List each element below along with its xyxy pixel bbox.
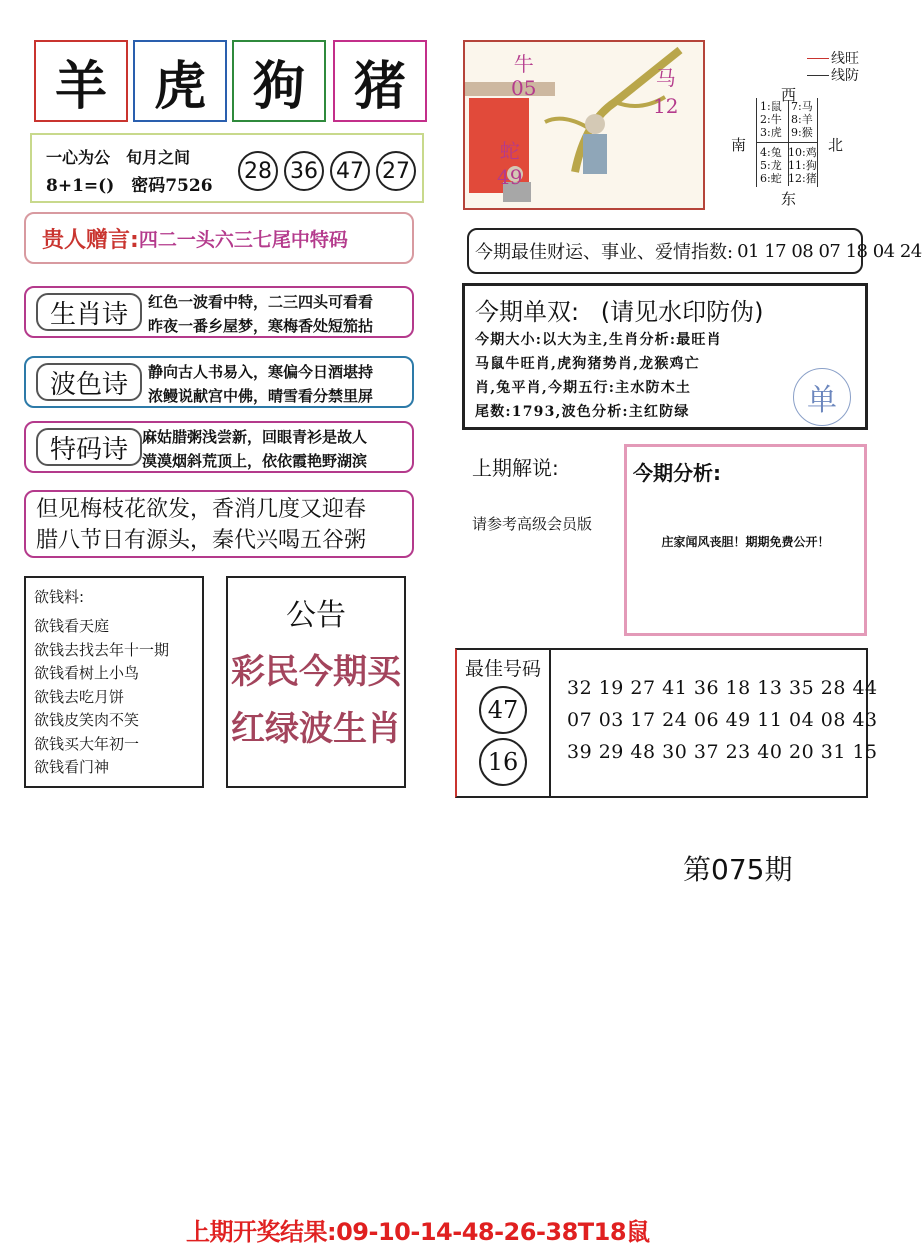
- poem-text-bose: [148, 360, 373, 408]
- issue-number: 第075期: [683, 853, 793, 886]
- poem-text-tema: [142, 425, 367, 473]
- analysis-box: [624, 444, 867, 636]
- yuqian-box: [24, 576, 204, 788]
- fortune-value: 01 17 08 07 18 04 24: [737, 240, 922, 262]
- compass-cell: 12:猪: [788, 172, 817, 185]
- poem-line: 红色一波看中特，二三四头可看看: [148, 293, 374, 311]
- best-circle: 16: [479, 738, 527, 786]
- notice-title: 公告: [286, 598, 346, 633]
- danshuang-line: 马鼠牛旺肖,虎狗猪势肖,龙猴鸡亡: [475, 356, 700, 372]
- compass-hline: [759, 142, 817, 143]
- zodiac-char-1: 羊: [54, 55, 107, 117]
- guiren-box: [24, 212, 414, 264]
- poem-box-bose: [24, 356, 414, 408]
- poem-label-tema: 特码诗: [36, 428, 142, 466]
- legend-fang: [807, 65, 859, 85]
- notice-box: [226, 576, 406, 788]
- best-number-rows: [567, 672, 878, 768]
- danshuang-line: 肖,兔平肖,今期五行:主水防木土: [475, 380, 692, 396]
- analysis-text: 庄家闻风丧胆！期期免费公开！: [661, 535, 830, 549]
- legend-fang-text: 线防: [831, 68, 859, 84]
- compass-cell: 3:虎: [760, 126, 782, 139]
- danshuang-line: 尾数:1793,波色分析:主红防绿: [475, 404, 690, 420]
- last-result: [186, 1212, 726, 1247]
- analysis-title: 今期分析:: [633, 461, 721, 485]
- compass-south: 南: [731, 136, 747, 154]
- yuqian-item: 欲钱看天庭: [34, 617, 110, 635]
- motto-line-2: 8+1=() 密码7526: [46, 176, 213, 196]
- danshuang-seal: 单: [793, 368, 851, 426]
- zodiac-char-4: 猪: [353, 55, 406, 117]
- yuqian-item: 欲钱去吃月饼: [34, 687, 125, 706]
- poem-line: 静向古人书易入，寒偏今日酒堪持: [148, 363, 374, 381]
- motto-number: 47: [330, 151, 370, 191]
- best-divider: [549, 650, 551, 796]
- poem-line: 昨夜一番乡屋梦，寒梅香处短笳拈: [148, 317, 374, 335]
- picture-horse: [653, 64, 678, 120]
- best-number-row: 32 19 27 41 36 18 13 35 28 44: [567, 677, 878, 699]
- horse-label: 马: [655, 66, 676, 90]
- danshuang-title: 今期单双:: [475, 298, 580, 326]
- motto-number: 28: [238, 151, 278, 191]
- yuqian-item: 欲钱买大年初一: [34, 734, 140, 753]
- compass-north: 北: [828, 136, 844, 154]
- zodiac-char-2: 虎: [153, 55, 206, 117]
- poem-label-bose: 波色诗: [36, 363, 142, 401]
- compass-cell: 9:猴: [791, 126, 813, 139]
- last-result-value: 09-10-14-48-26-38T18鼠: [336, 1218, 650, 1246]
- best-numbers-box: [455, 648, 878, 798]
- compass-bracket-ur: [814, 98, 818, 143]
- best-number-row: 39 29 48 30 37 23 40 20 31 15: [567, 741, 878, 763]
- best-label: 最佳号码: [465, 658, 542, 680]
- couplet-line-1: 但见梅枝花欲发，香消几度又迎春: [36, 497, 367, 522]
- horse-number: 12: [653, 94, 679, 118]
- compass-lower-right: [788, 146, 817, 185]
- snake-number: 49: [497, 165, 523, 189]
- yuqian-item: 欲钱皮笑肉不笑: [34, 711, 140, 729]
- poem-line: 漠漠烟斜荒顶上，依依霞艳野湖滨: [142, 452, 368, 470]
- legend-wang-text: 线旺: [831, 51, 859, 67]
- poem-text-shengxiao: [148, 290, 373, 338]
- yuqian-item: 欲钱去找去年十一期: [34, 640, 170, 659]
- last-explain: [472, 452, 622, 562]
- motto-box: [30, 133, 424, 203]
- picture-snake: [497, 138, 522, 190]
- poem-box-tema: [24, 421, 414, 473]
- compass-cell: 7:马: [791, 100, 813, 113]
- couplet-box: [24, 490, 414, 558]
- notice-line-2: 红绿波生肖: [231, 709, 401, 749]
- compass-cell: 4:兔: [760, 146, 782, 159]
- motto-number: 27: [376, 151, 416, 191]
- yuqian-item: 欲钱看门神: [34, 758, 110, 776]
- zodiac-box-1: [34, 40, 128, 122]
- compass-cell: 11:狗: [788, 159, 817, 172]
- poem-box-shengxiao: [24, 286, 414, 338]
- yuqian-item: 欲钱看树上小鸟: [34, 664, 140, 682]
- compass-lower-left: [760, 146, 782, 185]
- poem-line: 麻姑腊粥浅尝新，回眼青衫是故人: [142, 428, 368, 446]
- best-number-row: 07 03 17 24 06 49 11 04 08 43: [567, 709, 878, 731]
- last-result-label: 上期开奖结果:: [186, 1218, 337, 1246]
- yuqian-title: 欲钱料:: [34, 588, 85, 606]
- compass-diagram: [725, 40, 875, 210]
- zodiac-box-4: [333, 40, 427, 122]
- compass-upper-right: [791, 100, 813, 139]
- compass-upper-left: [760, 100, 782, 139]
- guiren-text: 四二一头六三七尾中特码: [138, 228, 348, 251]
- ox-number: 05: [511, 76, 537, 100]
- notice-line-1: 彩民今期买: [231, 652, 401, 692]
- couplet-line-2: 腊八节日有源头，秦代兴喝五谷粥: [36, 528, 367, 553]
- danshuang-box: [462, 283, 868, 430]
- danshuang-header: [475, 292, 763, 327]
- compass-cell: 8:羊: [791, 113, 813, 126]
- zodiac-box-2: [133, 40, 227, 122]
- compass-cell: 2:牛: [760, 113, 782, 126]
- compass-cell: 10:鸡: [788, 146, 817, 159]
- last-explain-title: 上期解说:: [472, 456, 559, 480]
- guiren-label: 贵人赠言:: [42, 227, 139, 253]
- danshuang-subtitle: (请见水印防伪): [600, 298, 764, 326]
- snake-label: 蛇: [499, 139, 520, 163]
- motto-number: 36: [284, 151, 324, 191]
- last-explain-text: 请参考高级会员版: [472, 515, 593, 533]
- compass-west: 西: [781, 86, 797, 104]
- compass-east: 东: [781, 190, 797, 208]
- poem-label-shengxiao: 生肖诗: [36, 293, 142, 331]
- compass-cell: 5:龙: [760, 159, 782, 172]
- danshuang-lines: [475, 328, 722, 424]
- motto-line-1: 一心为公 旬月之间: [46, 148, 191, 167]
- compass-cell: 1:鼠: [760, 100, 782, 113]
- fortune-box: [467, 228, 922, 274]
- fortune-label: 今期最佳财运、事业、爱情指数:: [475, 242, 734, 263]
- poem-line: 浓鳗说献宫中佛，晴雪看分禁里屏: [148, 387, 374, 405]
- zodiac-char-3: 狗: [252, 55, 305, 117]
- danshuang-line: 今期大小:以大为主,生肖分析:最旺肖: [475, 332, 722, 348]
- zodiac-box-3: [232, 40, 326, 122]
- compass-cell: 6:蛇: [760, 172, 782, 185]
- ox-label: 牛: [513, 52, 534, 76]
- motto-numbers: [238, 151, 422, 191]
- best-circle: 47: [479, 686, 527, 734]
- picture-box: [463, 40, 705, 210]
- picture-ox: [511, 52, 536, 100]
